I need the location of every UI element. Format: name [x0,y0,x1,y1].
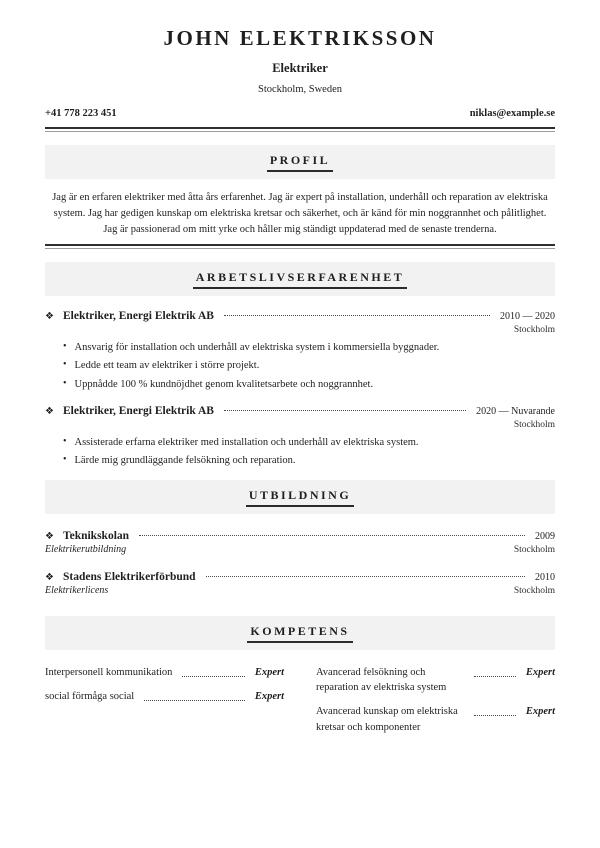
skills-section-title: KOMPETENS [247,624,352,643]
bullet-text: Ledde ett team av elektriker i större projekt. [74,360,260,372]
dotted-leader [144,700,245,701]
bullet-icon: • [63,435,67,447]
bullet-text: Ansvarig för installation och underhåll av elektriska system i kommersiella byggnader. [74,342,440,354]
bullet-item [63,378,555,391]
education-entry [45,530,555,555]
skill-item [45,665,284,680]
bullet-item [63,341,555,354]
experience-entry-head [45,310,555,322]
profile-summary: Jag är en erfaren elektriker med åtta års erfarenhet. Jag är expert på installation, underhåll och reparation av elektriska system. Jag har gedigen kunskap om elektriska kretsar och säkerhet, och är känd för min noggrannhet och pålitlighet. Jag är passionerad om mitt yrke och håller mig ständigt uppdaterad med de senaste trenderna. [52,192,548,235]
dotted-leader [182,676,244,677]
experience-location: Stockholm [513,325,555,336]
education-school: Teknikskolan [62,529,130,542]
skill-name: Avancerad kunskap om elektriska kretsar och komponenter [316,706,458,733]
skill-level: Expert [254,691,284,703]
experience-title: Elektriker, Energi Elektrik AB [62,404,214,417]
skill-level: Expert [254,666,284,678]
header-divider [45,127,555,132]
candidate-location: Stockholm, Sweden [258,84,342,95]
profile-section-title: PROFIL [267,153,333,172]
profile-divider [45,244,555,249]
skills-grid [45,665,555,744]
diamond-marker-icon: ❖ [45,530,54,542]
experience-entry [45,310,555,390]
diamond-marker-icon: ❖ [45,311,54,323]
experience-entry-head [45,405,555,417]
dotted-leader [224,410,466,411]
education-year: 2009 [535,530,555,542]
skills-column-left [45,665,284,744]
bullet-item [63,359,555,372]
bullet-text: Lärde mig grundläggande felsökning och reparation. [74,454,296,466]
education-subrow [45,544,555,555]
dotted-leader [206,576,525,577]
education-entry-head [45,571,555,583]
skill-item [45,689,284,704]
education-section-header [45,480,555,514]
bullet-item [63,454,555,467]
experience-title: Elektriker, Energi Elektrik AB [62,310,214,323]
education-entry [45,571,555,596]
experience-dates: 2020 — Nuvarande [476,405,555,417]
experience-section-header [45,262,555,296]
experience-section-title: ARBETSLIVSERFARENHET [193,270,407,289]
education-degree: Elektrikerlicens [45,584,109,596]
email-address: niklas@example.se [469,108,555,119]
profile-section-header [45,145,555,179]
skill-name: Interpersonell kommunikation [45,666,173,678]
experience-dates: 2010 — 2020 [500,311,555,323]
skills-section-header [45,616,555,650]
skill-item [316,665,555,695]
education-subrow [45,585,555,596]
experience-entry [45,405,555,467]
bullet-icon: • [63,453,67,465]
education-entry-head [45,530,555,542]
experience-bullet-list [45,341,555,390]
education-location: Stockholm [513,585,555,596]
bullet-icon: • [63,359,67,371]
phone-number: +41 778 223 451 [45,108,117,119]
dotted-leader [224,315,490,316]
candidate-name: JOHN ELEKTRIKSSON [163,26,437,50]
skills-column-right [316,665,555,744]
dotted-leader [474,715,516,716]
skill-item [316,704,555,734]
bullet-icon: • [63,377,67,389]
diamond-marker-icon: ❖ [45,405,54,417]
bullet-item [63,436,555,449]
dotted-leader [474,676,516,677]
experience-bullet-list [45,436,555,467]
education-school: Stadens Elektrikerförbund [62,570,196,583]
education-year: 2010 [535,571,555,583]
dotted-leader [139,535,525,536]
contact-row [45,108,555,127]
diamond-marker-icon: ❖ [45,571,54,583]
skill-name: Avancerad felsökning och reparation av elektriska system [316,666,447,694]
experience-location: Stockholm [513,419,555,430]
education-location: Stockholm [513,544,555,555]
education-section-title: UTBILDNING [246,488,354,507]
skill-level: Expert [525,666,555,678]
candidate-job-title: Elektriker [272,61,328,75]
skill-level: Expert [525,706,555,718]
bullet-icon: • [63,341,67,353]
bullet-text: Uppnådde 100 % kundnöjdhet genom kvalitetsarbete och noggrannhet. [74,378,374,390]
bullet-text: Assisterade erfarna elektriker med installation och underhåll av elektriska system. [74,436,419,448]
skill-name: social förmåga social [45,691,135,703]
education-degree: Elektrikerutbildning [45,543,127,555]
